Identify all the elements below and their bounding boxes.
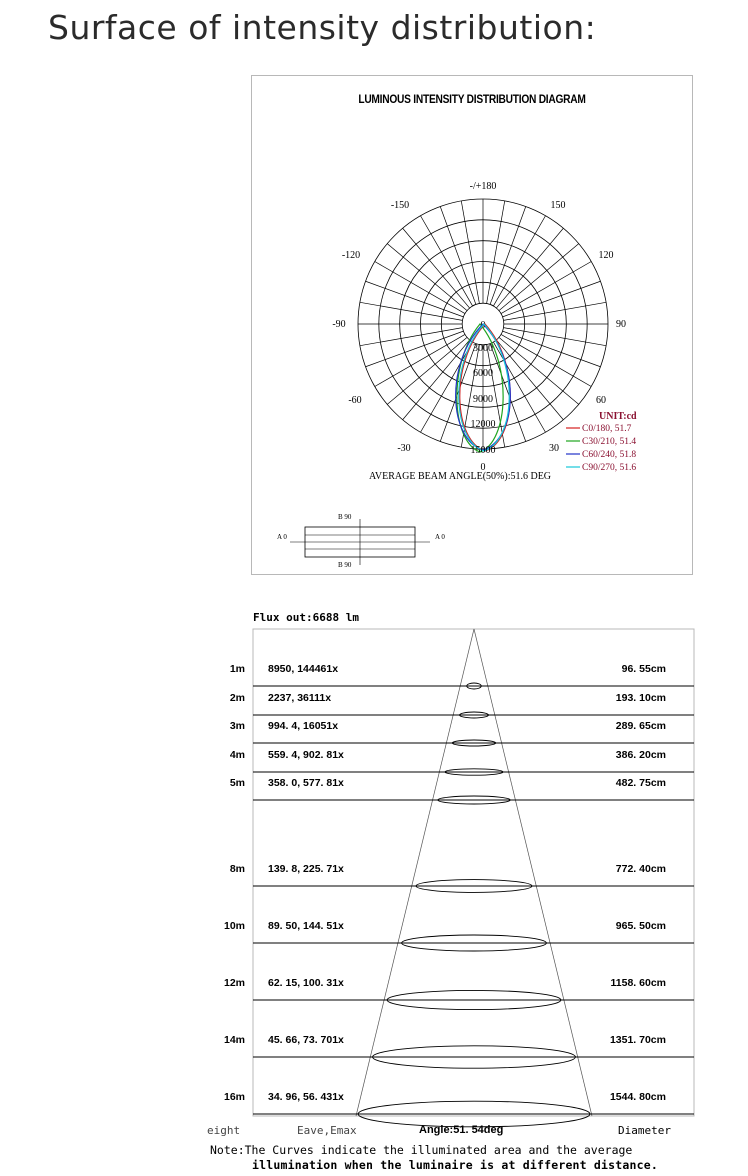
row-height: 5m: [229, 777, 245, 789]
fixture-label-b-bottom: B 90: [338, 561, 352, 569]
row-diameter: 965. 50cm: [615, 920, 666, 932]
polar-angle-label: -150: [390, 200, 410, 211]
row-diameter: 1544. 80cm: [609, 1091, 666, 1103]
row-illuminance: 34. 96, 56. 431x: [268, 1091, 344, 1103]
row-diameter: 772. 40cm: [615, 863, 666, 875]
row-illuminance: 139. 8, 225. 71x: [268, 863, 344, 875]
radial-scale-label: 6000: [473, 368, 493, 379]
height-column-label: eight: [207, 1124, 241, 1137]
polar-angle-label: -/+180: [469, 181, 497, 192]
cone-edge-right: [474, 629, 592, 1116]
row-illuminance: 358. 0, 577. 81x: [268, 777, 344, 789]
polar-angle-label: 0: [480, 462, 486, 473]
row-illuminance: 89. 50, 144. 51x: [268, 920, 344, 932]
unit-label: UNIT:cd: [599, 411, 637, 422]
row-illuminance: 62. 15, 100. 31x: [268, 977, 344, 989]
polar-angle-label: -30: [397, 443, 411, 454]
diameter-column-label: Diameter: [618, 1124, 671, 1137]
flux-output: Flux out:6688 lm: [253, 611, 359, 624]
row-diameter: 386. 20cm: [615, 749, 666, 761]
row-diameter: 1158. 60cm: [610, 977, 666, 989]
row-illuminance: 8950, 144461x: [268, 663, 339, 675]
row-diameter: 482. 75cm: [615, 777, 666, 789]
row-height: 8m: [229, 863, 245, 875]
row-height: 2m: [229, 692, 245, 704]
row-illuminance: 559. 4, 902. 81x: [268, 749, 344, 761]
fixture-label-a-left: A 0: [277, 533, 287, 541]
row-height: 16m: [223, 1091, 245, 1103]
note-line-2: illumination when the luminaire is at different distance.: [252, 1158, 659, 1172]
radial-scale-label: 15000: [470, 445, 496, 456]
polar-center-label: 0: [480, 320, 486, 331]
cone-edge-left: [356, 629, 474, 1116]
fixture-label-b-top: B 90: [338, 513, 352, 521]
row-illuminance: 45. 66, 73. 701x: [268, 1034, 344, 1046]
row-height: 3m: [229, 720, 245, 732]
polar-angle-label: 90: [616, 319, 626, 330]
radial-scale-label: 9000: [473, 394, 493, 405]
radial-scale-label: 12000: [470, 419, 496, 430]
polar-diagram-title: LUMINOUS INTENSITY DISTRIBUTION DIAGRAM: [358, 92, 586, 106]
row-diameter: 193. 10cm: [615, 692, 666, 704]
polar-angle-label: 30: [549, 443, 559, 454]
polar-angle-label: -90: [332, 319, 346, 330]
row-height: 1m: [229, 663, 245, 675]
row-height: 14m: [223, 1034, 245, 1046]
beam-angle-label: Angle:51. 54deg: [419, 1124, 504, 1136]
row-height: 4m: [229, 749, 245, 761]
polar-angle-label: 150: [550, 200, 566, 211]
row-illuminance: 994. 4, 16051x: [268, 720, 339, 732]
legend-entry: C30/210, 51.4: [582, 437, 637, 447]
beam-angle-caption: AVERAGE BEAM ANGLE(50%):51.6 DEG: [369, 471, 552, 482]
eave-column-label: Eave,Emax: [297, 1124, 357, 1137]
fixture-label-a-right: A 0: [435, 533, 445, 541]
page-heading: Surface of intensity distribution:: [48, 8, 597, 47]
note-text: [210, 1143, 658, 1173]
legend-entry: C90/270, 51.6: [582, 463, 637, 473]
polar-angle-label: -120: [341, 250, 361, 261]
row-diameter: 289. 65cm: [615, 720, 666, 732]
legend-entry: C60/240, 51.8: [582, 450, 637, 460]
row-illuminance: 2237, 36111x: [268, 692, 332, 704]
row-height: 10m: [223, 920, 245, 932]
radial-scale-label: 3000: [473, 343, 493, 354]
row-diameter: 1351. 70cm: [609, 1034, 666, 1046]
note-line-1: Note:The Curves indicate the illuminated area and the average: [210, 1143, 633, 1157]
polar-angle-label: 60: [596, 395, 606, 406]
polar-angle-label: 120: [598, 250, 614, 261]
row-diameter: 96. 55cm: [621, 663, 666, 675]
legend-entry: C0/180, 51.7: [582, 424, 632, 434]
polar-angle-label: -60: [348, 395, 362, 406]
row-height: 12m: [223, 977, 245, 989]
